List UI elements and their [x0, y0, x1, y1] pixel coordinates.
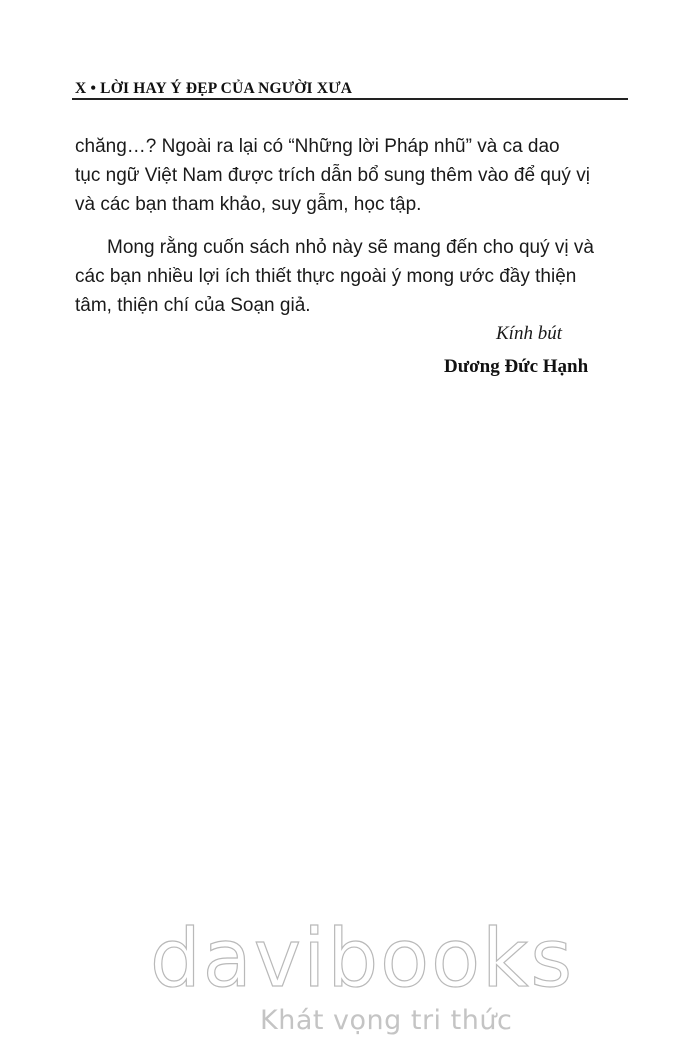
paragraph-1-line-1: chăng…? Ngoài ra lại có “Những lời Pháp nhũ” và ca dao: [75, 136, 560, 157]
header-rule: [72, 98, 628, 100]
paragraph-1-line-2: tục ngữ Việt Nam được trích dẫn bổ sung thêm vào để quý vị: [75, 165, 590, 186]
paragraph-gap: [75, 219, 635, 233]
running-header: X • LỜI HAY Ý ĐẸP CỦA NGƯỜI XƯA: [75, 80, 353, 97]
body-text: [75, 132, 635, 320]
signature-name: Dương Đức Hạnh: [444, 356, 589, 377]
paragraph-1-line-3: và các bạn tham khảo, suy gẫm, học tập.: [75, 194, 422, 215]
paragraph-2-line-1: Mong rằng cuốn sách nhỏ này sẽ mang đến cho quý vị và: [107, 237, 594, 258]
paragraph-2-line-3: tâm, thiện chí của Soạn giả.: [75, 295, 311, 316]
signature-label: Kính bút: [496, 323, 562, 344]
watermark-logo: davibooks: [150, 912, 575, 1005]
paragraph-2-line-2: các bạn nhiều lợi ích thiết thực ngoài ý mong ước đầy thiện: [75, 266, 577, 287]
watermark-tagline: Khát vọng tri thức: [260, 1005, 513, 1036]
